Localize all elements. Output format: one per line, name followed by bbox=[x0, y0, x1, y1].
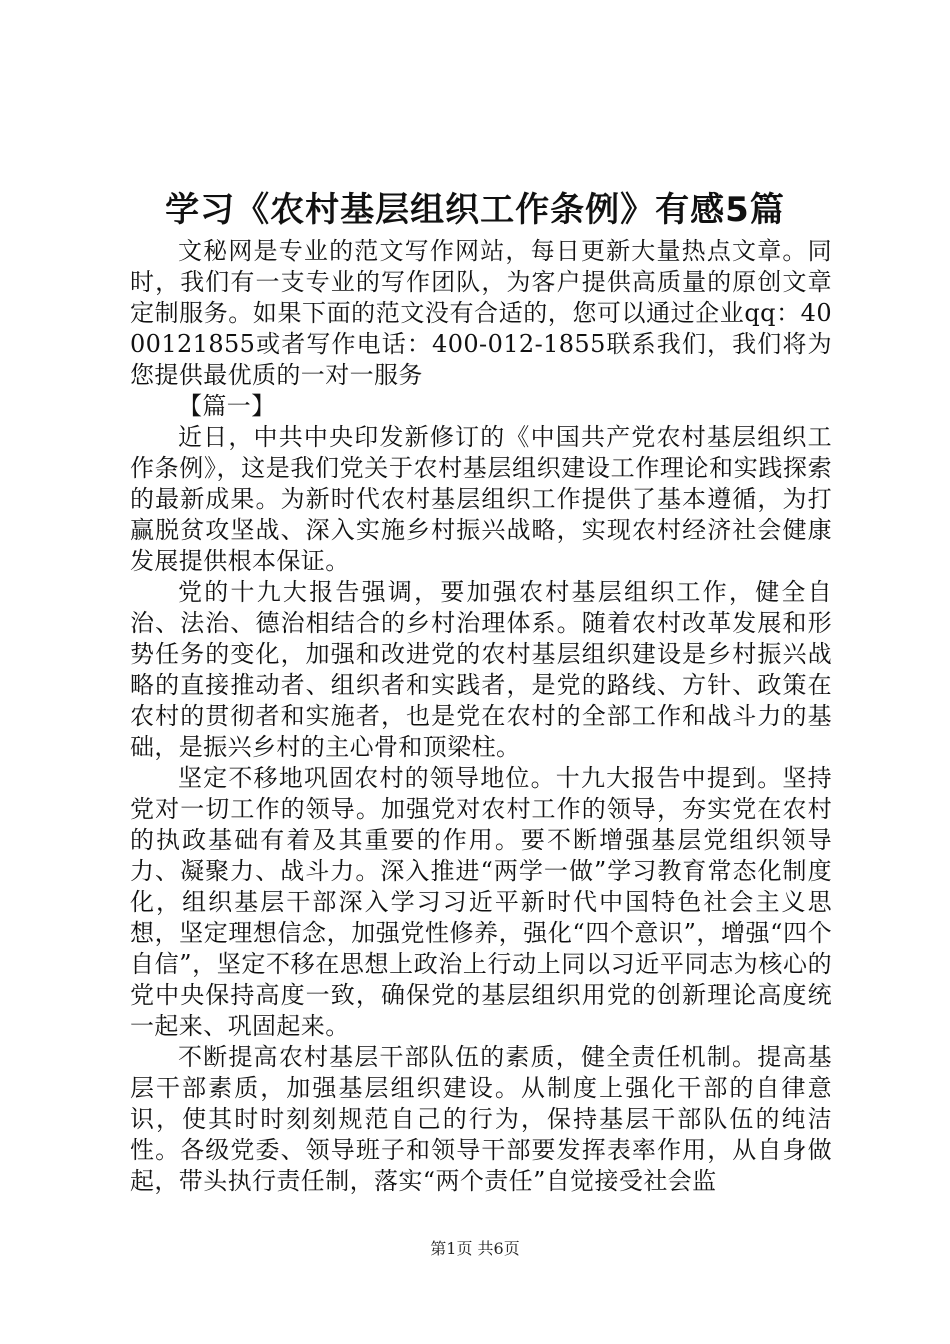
paragraph-4: 不断提高农村基层干部队伍的素质，健全责任机制。提高基层干部素质，加强基层组织建设。从制度上强化干部的自律意识，使其时时刻刻规范自己的行为，保持基层干部队伍的纯洁性。各级党委、领导班子和领导干部要发挥表率作用，从自身做起，带头执行责任制，落实“两个责任”自觉接受社会监 bbox=[130, 1043, 832, 1195]
paragraph-intro: 文秘网是专业的范文写作网站，每日更新大量热点文章。同时，我们有一支专业的写作团队，为客户提供高质量的原创文章定制服务。如果下面的范文没有合适的，您可以通过企业qq：4000121855或者写作电话：400-012-1855联系我们，我们将为您提供最优质的一对一服务 bbox=[130, 237, 832, 389]
paragraph-1: 近日，中共中央印发新修订的《中国共产党农村基层组织工作条例》，这是我们党关于农村基层组织建设工作理论和实践探索的最新成果。为新时代农村基层组织工作提供了基本遵循，为打赢脱贫攻坚战、深入实施乡村振兴战略，实现农村经济社会健康发展提供根本保证。 bbox=[130, 423, 832, 575]
paragraph-2: 党的十九大报告强调，要加强农村基层组织工作，健全自治、法治、德治相结合的乡村治理体系。随着农村改革发展和形势任务的变化，加强和改进党的农村基层组织建设是乡村振兴战略的直接推动者、组织者和实践者，是党的路线、方针、政策在农村的贯彻者和实施者，也是党在农村的全部工作和战斗力的基础，是振兴乡村的主心骨和顶梁柱。 bbox=[130, 578, 832, 761]
document-body bbox=[130, 236, 832, 1197]
paragraph-3: 坚定不移地巩固农村的领导地位。十九大报告中提到。坚持党对一切工作的领导。加强党对农村工作的领导，夯实党在农村的执政基础有着及其重要的作用。要不断增强基层党组织领导力、凝聚力、战斗力。深入推进“两学一做”学习教育常态化制度化，组织基层干部深入学习习近平新时代中国特色社会主义思想，坚定理想信念，加强党性修养，强化“四个意识”，增强“四个自信”，坚定不移在思想上政治上行动上同以习近平同志为核心的党中央保持高度一致，确保党的基层组织用党的创新理论高度统一起来、巩固起来。 bbox=[130, 764, 832, 1040]
document-title: 学习《农村基层组织工作条例》有感5篇 bbox=[165, 190, 785, 230]
section-heading: 【篇一】 bbox=[178, 392, 276, 420]
page-footer: 第1页 共6页 bbox=[430, 1239, 520, 1258]
